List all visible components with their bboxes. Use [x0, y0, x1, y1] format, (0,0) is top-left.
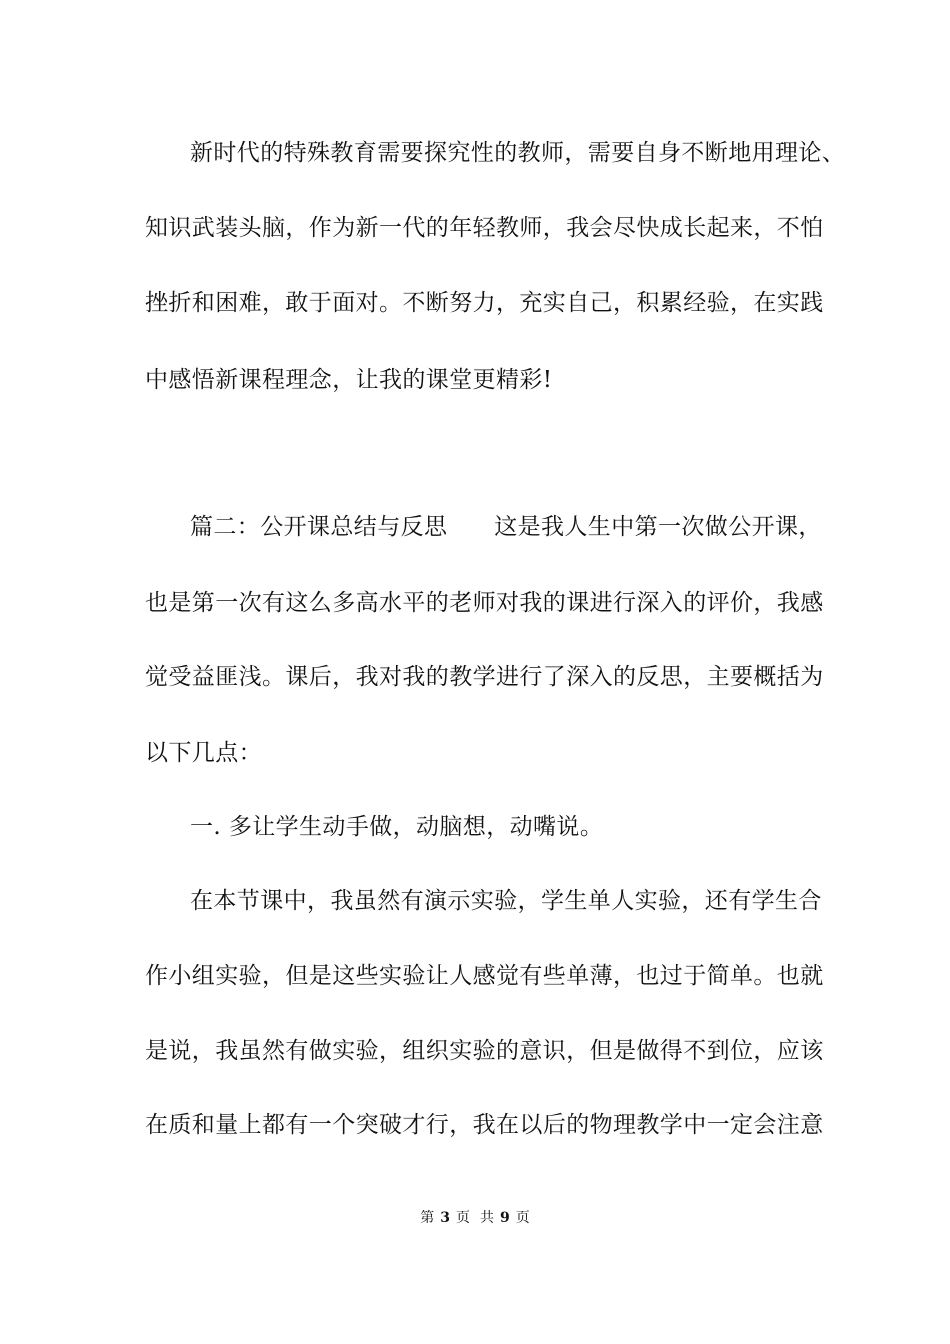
paragraph-1-line-2: 知识武装头脑，作为新一代的年轻教师，我会尽快成长起来，不怕 [145, 215, 824, 241]
paragraph-2-line-4: 以下几点： [145, 740, 262, 766]
footer-page-word: 页 [456, 1210, 470, 1226]
paragraph-2-line-2: 也是第一次有这么多高水平的老师对我的课进行深入的评价，我感 [145, 590, 824, 616]
footer-prefix: 第 [420, 1210, 435, 1226]
paragraph-2-line-1: 篇二：公开课总结与反思 这是我人生中第一次做公开课， [190, 514, 822, 540]
paragraph-4-line-3: 是说，我虽然有做实验，组织实验的意识，但是做得不到位，应该 [145, 1038, 824, 1064]
footer-total-prefix: 共 [480, 1210, 494, 1226]
section-heading-1: 一. 多让学生动手做，动脑想，动嘴说。 [190, 814, 604, 840]
page-footer [0, 1208, 950, 1228]
paragraph-1-line-1: 新时代的特殊教育需要探究性的教师，需要自身不断地用理论、 [190, 140, 846, 166]
footer-current-page: 3 [440, 1210, 450, 1226]
paragraph-4-line-1: 在本节课中，我虽然有演示实验，学生单人实验，还有学生合 [190, 888, 822, 914]
footer-total-pages: 9 [500, 1210, 510, 1226]
footer-suffix: 页 [515, 1210, 530, 1226]
paragraph-1-line-4: 中感悟新课程理念，让我的课堂更精彩! [145, 367, 553, 393]
paragraph-1-line-3: 挫折和困难，敢于面对。不断努力，充实自己，积累经验，在实践 [145, 290, 824, 316]
paragraph-4-line-4: 在质和量上都有一个突破才行，我在以后的物理教学中一定会注意 [145, 1112, 824, 1138]
paragraph-2-line-3: 觉受益匪浅。课后，我对我的教学进行了深入的反思，主要概括为 [145, 664, 824, 690]
paragraph-4-line-2: 作小组实验，但是这些实验让人感觉有些单薄，也过于简单。也就 [145, 963, 824, 989]
